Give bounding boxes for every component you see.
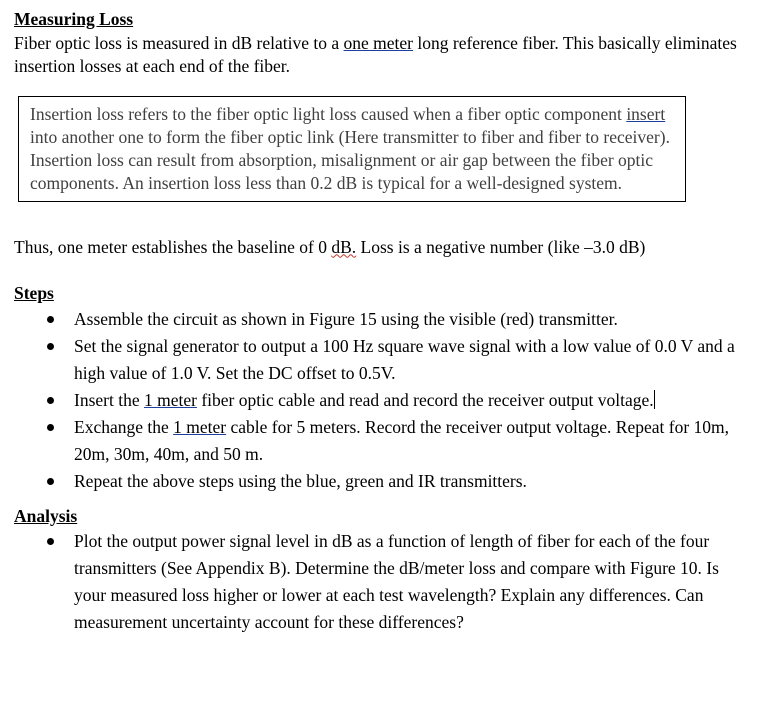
- text-cursor: [654, 390, 655, 409]
- one-meter-underlined: one meter: [343, 32, 414, 53]
- note-text-start: Insertion loss refers to the fiber optic light loss caused when a fiber optic component: [30, 103, 627, 124]
- spellcheck-flagged-word: dB.: [331, 236, 357, 257]
- list-item: Repeat the above steps using the blue, green and IR transmitters.: [74, 468, 745, 495]
- step3-one-meter-underlined: 1 meter: [143, 389, 197, 410]
- measuring-loss-heading: Measuring Loss: [14, 9, 134, 29]
- note-insert-underlined: insert: [626, 103, 666, 124]
- steps-list: [14, 306, 745, 495]
- analysis-list: [14, 528, 745, 636]
- intro-text-end: long reference fiber. This basically eliminates insertion losses at each end of the fiber.: [14, 32, 737, 76]
- step4-text-end: cable for 5 meters. Record the receiver output voltage. Repeat for 10m, 20m, 30m, 40m, and 50 m.: [74, 416, 730, 464]
- baseline-text-start: Thus, one meter establishes the baseline of 0: [14, 236, 332, 257]
- intro-text-start: Fiber optic loss is measured in dB relative to a: [14, 32, 344, 53]
- step3-text-start: Insert the: [74, 389, 144, 410]
- note-text-end: into another one to form the fiber optic link (Here transmitter to fiber and fiber to receiver). Insertion loss can result from absorption, misalignment or air gap between the fiber optic components. An insertion loss less than 0.2 dB is typical for a well-designed system.: [30, 126, 670, 193]
- insertion-loss-note-box: [18, 96, 686, 202]
- list-item: [74, 387, 745, 414]
- list-item: Set the signal generator to output a 100 Hz square wave signal with a low value of 0.0 V and a high value of 1.0 V. Set the DC offset to 0.5V.: [74, 333, 745, 387]
- step3-text-end: fiber optic cable and read and record the receiver output voltage.: [196, 389, 654, 410]
- list-item: [74, 414, 745, 468]
- intro-paragraph: [14, 32, 745, 79]
- analysis-heading: Analysis: [14, 505, 78, 526]
- list-item: Assemble the circuit as shown in Figure 15 using the visible (red) transmitter.: [74, 306, 745, 333]
- step4-text-start: Exchange the: [74, 416, 174, 437]
- baseline-text-end: Loss is a negative number (like –3.0 dB): [356, 236, 646, 257]
- baseline-paragraph: [14, 236, 745, 260]
- step4-one-meter-underlined: 1 meter: [173, 416, 227, 437]
- list-item: Plot the output power signal level in dB as a function of length of fiber for each of the four transmitters (See Appendix B). Determine the dB/meter loss and compare with Figure 10. Is your measured loss higher or lower at each test wavelength? Explain any differences. Can measurement uncertainty account for these differences?: [74, 528, 745, 636]
- steps-heading: Steps: [14, 283, 54, 303]
